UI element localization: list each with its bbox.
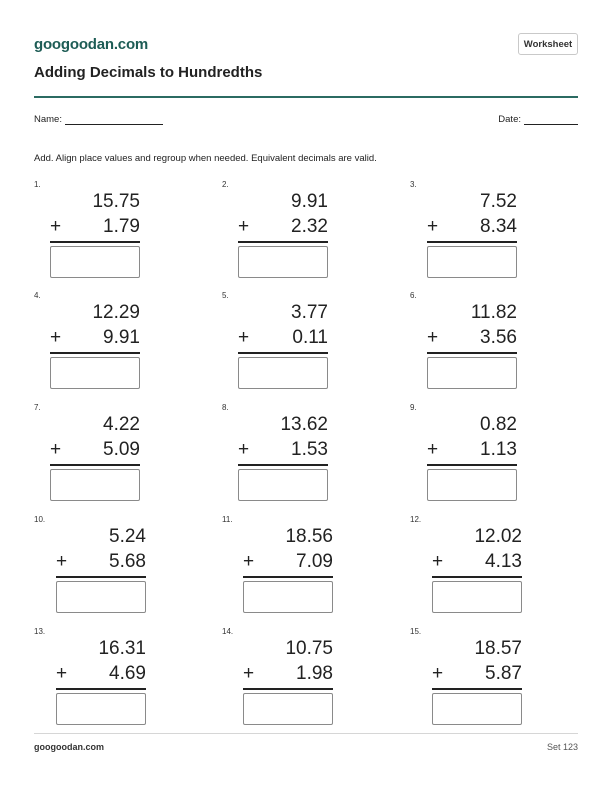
problem-number: 14. — [222, 627, 234, 636]
sum-line — [238, 464, 328, 466]
footer-brand: googoodan.com — [34, 742, 104, 752]
page-title: Adding Decimals to Hundredths — [34, 64, 263, 81]
date-field — [498, 114, 578, 125]
second-addend: 5.68 — [109, 551, 146, 572]
second-addend: 7.09 — [296, 551, 333, 572]
plus-sign: + — [427, 216, 439, 237]
problem-number: 3. — [410, 180, 417, 189]
plus-sign: + — [238, 439, 250, 460]
problem-item — [222, 403, 328, 503]
footer-divider — [34, 733, 578, 734]
plus-sign: + — [50, 327, 62, 348]
problem-number: 7. — [34, 403, 41, 412]
plus-sign: + — [56, 551, 68, 572]
plus-sign: + — [238, 327, 250, 348]
problem-item — [222, 627, 333, 727]
sum-line — [50, 352, 140, 354]
problem-item — [222, 515, 333, 615]
sum-line — [432, 576, 522, 578]
problem-item — [34, 515, 146, 615]
second-addend: 0.11 — [292, 327, 328, 348]
second-addend: 8.34 — [480, 216, 517, 237]
worksheet-badge: Worksheet — [518, 33, 578, 55]
problem-item — [34, 403, 140, 503]
sum-line — [243, 576, 333, 578]
answer-box[interactable] — [432, 581, 522, 613]
plus-sign: + — [432, 551, 444, 572]
problem-item — [34, 291, 140, 391]
sum-line — [56, 576, 146, 578]
plus-sign: + — [50, 216, 62, 237]
problem-item — [410, 403, 517, 503]
second-addend: 1.53 — [291, 439, 328, 460]
answer-box[interactable] — [427, 357, 517, 389]
problem-number: 9. — [410, 403, 417, 412]
answer-box[interactable] — [50, 469, 140, 501]
answer-box[interactable] — [427, 246, 517, 278]
second-addend: 5.87 — [485, 663, 522, 684]
first-addend: 18.57 — [474, 638, 522, 659]
second-addend: 9.91 — [103, 327, 140, 348]
first-addend: 15.75 — [92, 191, 140, 212]
first-addend: 11.82 — [470, 302, 517, 323]
problem-number: 11. — [222, 515, 233, 524]
first-addend: 10.75 — [285, 638, 333, 659]
first-addend: 13.62 — [280, 414, 328, 435]
first-addend: 18.56 — [285, 526, 333, 547]
problem-item — [222, 180, 328, 280]
date-label: Date: — [498, 114, 521, 125]
site-brand: googoodan.com — [34, 36, 149, 53]
footer-set-label: Set 123 — [546, 742, 578, 752]
date-blank[interactable] — [524, 115, 578, 125]
answer-box[interactable] — [56, 581, 146, 613]
plus-sign: + — [56, 663, 68, 684]
problem-number: 8. — [222, 403, 229, 412]
first-addend: 3.77 — [291, 302, 328, 323]
second-addend: 4.69 — [109, 663, 146, 684]
problem-number: 2. — [222, 180, 229, 189]
second-addend: 5.09 — [103, 439, 140, 460]
plus-sign: + — [427, 327, 439, 348]
problem-item — [410, 291, 517, 391]
first-addend: 7.52 — [480, 191, 517, 212]
first-addend: 5.24 — [109, 526, 146, 547]
instructions: Add. Align place values and regroup when needed. Equivalent decimals are valid. — [34, 153, 377, 164]
answer-box[interactable] — [56, 693, 146, 725]
plus-sign: + — [243, 663, 255, 684]
name-blank[interactable] — [65, 115, 163, 125]
name-field — [34, 114, 163, 125]
problem-item — [34, 180, 140, 280]
problem-number: 5. — [222, 291, 229, 300]
name-label: Name: — [34, 114, 62, 125]
answer-box[interactable] — [243, 581, 333, 613]
problem-number: 13. — [34, 627, 46, 636]
second-addend: 2.32 — [291, 216, 328, 237]
first-addend: 4.22 — [103, 414, 140, 435]
plus-sign: + — [50, 439, 62, 460]
second-addend: 4.13 — [485, 551, 522, 572]
problem-number: 15. — [410, 627, 422, 636]
problem-number: 4. — [34, 291, 41, 300]
second-addend: 3.56 — [480, 327, 517, 348]
problem-item — [410, 515, 522, 615]
answer-box[interactable] — [50, 357, 140, 389]
sum-line — [427, 352, 517, 354]
sum-line — [238, 352, 328, 354]
sum-line — [243, 688, 333, 690]
sum-line — [50, 241, 140, 243]
answer-box[interactable] — [238, 357, 328, 389]
problem-item — [34, 627, 146, 727]
answer-box[interactable] — [238, 469, 328, 501]
first-addend: 0.82 — [480, 414, 517, 435]
plus-sign: + — [432, 663, 444, 684]
problem-number: 6. — [410, 291, 417, 300]
title-divider — [34, 96, 578, 98]
problem-item — [222, 291, 328, 391]
first-addend: 12.29 — [92, 302, 140, 323]
sum-line — [56, 688, 146, 690]
problem-number: 1. — [34, 180, 41, 189]
sum-line — [238, 241, 328, 243]
sum-line — [427, 241, 517, 243]
problem-item — [410, 627, 522, 727]
problem-item — [410, 180, 517, 280]
answer-box[interactable] — [427, 469, 517, 501]
plus-sign: + — [427, 439, 439, 460]
answer-box[interactable] — [238, 246, 328, 278]
plus-sign: + — [238, 216, 250, 237]
second-addend: 1.79 — [103, 216, 140, 237]
sum-line — [427, 464, 517, 466]
answer-box[interactable] — [432, 693, 522, 725]
first-addend: 12.02 — [474, 526, 522, 547]
problem-number: 10. — [34, 515, 46, 524]
sum-line — [432, 688, 522, 690]
answer-box[interactable] — [50, 246, 140, 278]
answer-box[interactable] — [243, 693, 333, 725]
sum-line — [50, 464, 140, 466]
first-addend: 9.91 — [291, 191, 328, 212]
second-addend: 1.13 — [480, 439, 517, 460]
first-addend: 16.31 — [98, 638, 146, 659]
second-addend: 1.98 — [296, 663, 333, 684]
plus-sign: + — [243, 551, 255, 572]
problem-number: 12. — [410, 515, 422, 524]
